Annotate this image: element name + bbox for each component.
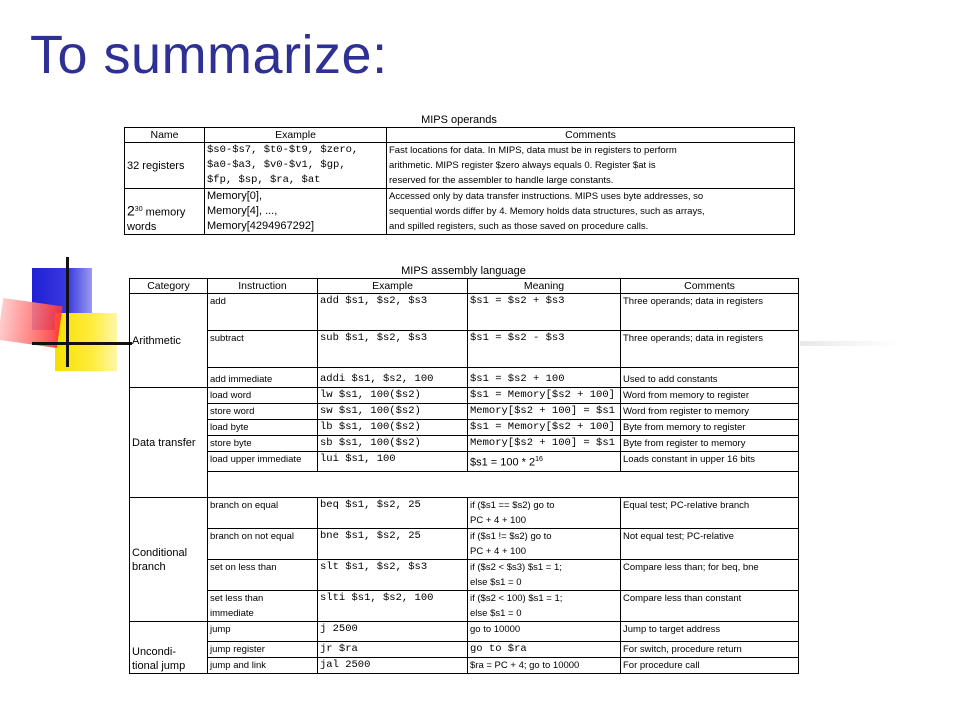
table-row [130, 368, 799, 388]
category-data-transfer: Data transfer [130, 388, 208, 498]
spacer-cell [208, 472, 799, 498]
table-row [130, 472, 799, 498]
instr-comment: Three operands; data in registers [621, 294, 799, 331]
table-row [130, 452, 799, 472]
asm-caption: MIPS assembly language [401, 265, 526, 277]
decorative-fade-bar [800, 341, 900, 346]
instr-name: load upper immediate [208, 452, 318, 472]
instr-line: immediate [210, 608, 254, 619]
instr-name: store byte [208, 436, 318, 452]
name-rest: words [127, 221, 157, 233]
instr-comment: For procedure call [621, 658, 799, 674]
instr-comment: Byte from memory to register [621, 420, 799, 436]
instr-meaning: $s1 = $s2 - $s3 [468, 331, 621, 368]
instr-meaning: $ra = PC + 4; go to 10000 [468, 658, 621, 674]
operand-name: 32 registers [125, 143, 205, 189]
instr-example: lw $s1, 100($s2) [318, 388, 468, 404]
instr-example: sub $s1, $s2, $s3 [318, 331, 468, 368]
instr-comment: Used to add constants [621, 368, 799, 388]
instr-comment: Compare less than; for beq, bne [621, 560, 799, 591]
instr-name: subtract [208, 331, 318, 368]
category-arithmetic: Arithmetic [130, 294, 208, 388]
operands-header-row [125, 128, 795, 143]
instr-name: load byte [208, 420, 318, 436]
operand-example [205, 143, 387, 189]
meaning-line: if ($s1 != $s2) go to [470, 531, 552, 542]
instr-comment: Not equal test; PC-relative [621, 529, 799, 560]
header-name: Name [125, 128, 205, 143]
instr-example: lb $s1, 100($s2) [318, 420, 468, 436]
name-exponent: 30 [134, 206, 143, 214]
table-row [130, 404, 799, 420]
instr-meaning: $s1 = Memory[$s2 + 100] [468, 420, 621, 436]
mips-assembly-table [129, 264, 798, 674]
instr-name: branch on not equal [208, 529, 318, 560]
instr-name: store word [208, 404, 318, 420]
instr-example: addi $s1, $s2, 100 [318, 368, 468, 388]
header-comments: Comments [621, 279, 799, 294]
header-instruction: Instruction [208, 279, 318, 294]
instr-comment: Three operands; data in registers [621, 331, 799, 368]
name-base: 2 [127, 203, 135, 219]
comment-line: sequential words differ by 4. Memory holds data structures, such as arrays, [389, 206, 705, 217]
instr-name: add immediate [208, 368, 318, 388]
meaning-line: else $s1 = 0 [470, 608, 522, 619]
table-row [130, 622, 799, 642]
instr-example: sw $s1, 100($s2) [318, 404, 468, 420]
comment-line: Accessed only by data transfer instructions. MIPS uses byte addresses, so [389, 191, 704, 202]
operands-caption: MIPS operands [421, 114, 497, 126]
instr-name: load word [208, 388, 318, 404]
meaning-line: if ($s1 == $s2) go to [470, 500, 555, 511]
instr-meaning [468, 591, 621, 622]
instr-example: slt $s1, $s2, $s3 [318, 560, 468, 591]
header-example: Example [318, 279, 468, 294]
instr-meaning [468, 529, 621, 560]
mips-operands-table [124, 113, 794, 235]
comment-line: and spilled registers, such as those saved on procedure calls. [389, 221, 649, 232]
operand-example [205, 189, 387, 235]
asm-header-row [130, 279, 799, 294]
meaning-line: if ($s2 < 100) $s1 = 1; [470, 593, 563, 604]
instr-comment: Word from register to memory [621, 404, 799, 420]
example-line: Memory[0], [207, 190, 263, 202]
instr-example: slti $s1, $s2, 100 [318, 591, 468, 622]
instr-example: lui $s1, 100 [318, 452, 468, 472]
operand-comments [387, 189, 795, 235]
instr-comment: Byte from register to memory [621, 436, 799, 452]
instr-name: set on less than [208, 560, 318, 591]
example-line: Memory[4], ..., [207, 205, 278, 217]
comment-line: arithmetic. MIPS register $zero always equals 0. Register $at is [389, 160, 656, 171]
table-row [125, 143, 795, 189]
instr-line: set less than [210, 593, 264, 604]
table-row [130, 388, 799, 404]
instr-name [208, 591, 318, 622]
instr-name: branch on equal [208, 498, 318, 529]
decorative-red-square [0, 298, 63, 348]
header-example: Example [205, 128, 387, 143]
table-row [125, 189, 795, 235]
instr-comment: Loads constant in upper 16 bits [621, 452, 799, 472]
instr-example: beq $s1, $s2, 25 [318, 498, 468, 529]
instr-example: sb $s1, 100($s2) [318, 436, 468, 452]
table-row [130, 294, 799, 331]
meaning-exponent: 16 [535, 456, 543, 463]
instr-name: add [208, 294, 318, 331]
instr-meaning: $s1 = Memory[$s2 + 100] [468, 388, 621, 404]
instr-meaning: Memory[$s2 + 100] = $s1 [468, 436, 621, 452]
example-line: $a0-$a3, $v0-$v1, $gp, [207, 159, 346, 171]
category-unconditional-jump: Uncondi- tional jump [130, 622, 208, 674]
decorative-vertical-line [66, 257, 69, 367]
instr-meaning: $s1 = $s2 + $s3 [468, 294, 621, 331]
instr-comment: Jump to target address [621, 622, 799, 642]
table-row [130, 331, 799, 368]
instr-name: jump register [208, 642, 318, 658]
instr-meaning: Memory[$s2 + 100] = $s1 [468, 404, 621, 420]
operand-name [125, 189, 205, 235]
instr-meaning: go to $ra [468, 642, 621, 658]
instr-name: jump [208, 622, 318, 642]
meaning-line: PC + 4 + 100 [470, 546, 526, 557]
name-rest: memory [145, 207, 186, 219]
meaning-line: if ($s2 < $s3) $s1 = 1; [470, 562, 562, 573]
example-line: Memory[4294967292] [207, 220, 315, 232]
category-conditional-branch: Conditional branch [130, 498, 208, 622]
instr-comment: Equal test; PC-relative branch [621, 498, 799, 529]
operands-grid [124, 127, 795, 235]
operand-comments [387, 143, 795, 189]
instr-example: jal 2500 [318, 658, 468, 674]
meaning-base: $s1 = 100 * 2 [470, 456, 536, 469]
table-row [130, 642, 799, 658]
instr-meaning [468, 452, 621, 472]
decorative-horizontal-line [32, 342, 132, 345]
instr-example: bne $s1, $s2, 25 [318, 529, 468, 560]
comment-line: reserved for the assembler to handle large constants. [389, 175, 614, 186]
instr-comment: Word from memory to register [621, 388, 799, 404]
instr-example: j 2500 [318, 622, 468, 642]
example-line: $fp, $sp, $ra, $at [207, 174, 321, 186]
header-meaning: Meaning [468, 279, 621, 294]
example-line: $s0-$s7, $t0-$t9, $zero, [207, 144, 359, 156]
instr-example: jr $ra [318, 642, 468, 658]
instr-comment: Compare less than constant [621, 591, 799, 622]
instr-meaning: $s1 = $s2 + 100 [468, 368, 621, 388]
table-row [130, 529, 799, 560]
page-title: To summarize: [30, 25, 388, 85]
table-row [130, 591, 799, 622]
comment-line: Fast locations for data. In MIPS, data must be in registers to perform [389, 145, 677, 156]
table-row [130, 420, 799, 436]
instr-comment: For switch, procedure return [621, 642, 799, 658]
instr-name: jump and link [208, 658, 318, 674]
instr-example: add $s1, $s2, $s3 [318, 294, 468, 331]
meaning-line: else $s1 = 0 [470, 577, 522, 588]
instr-meaning: go to 10000 [468, 622, 621, 642]
instr-meaning [468, 498, 621, 529]
meaning-line: PC + 4 + 100 [470, 515, 526, 526]
asm-grid [129, 278, 799, 674]
header-category: Category [130, 279, 208, 294]
instr-meaning [468, 560, 621, 591]
table-row [130, 658, 799, 674]
table-row [130, 498, 799, 529]
table-row [130, 436, 799, 452]
header-comments: Comments [387, 128, 795, 143]
table-row [130, 560, 799, 591]
